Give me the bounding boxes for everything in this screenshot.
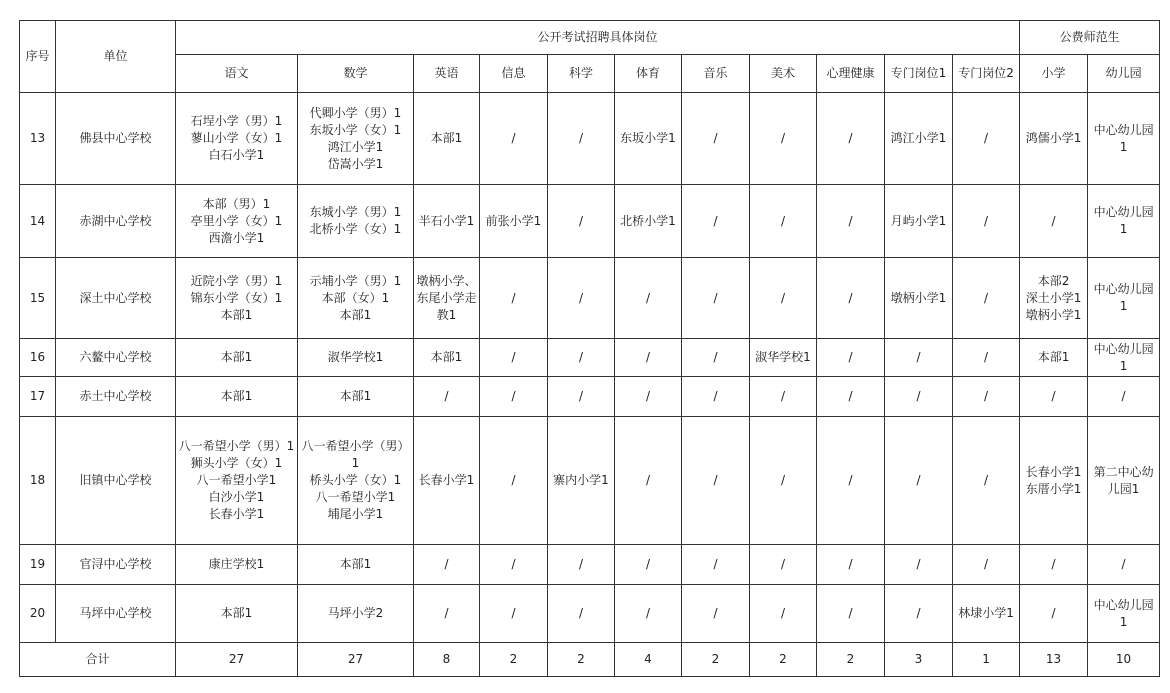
table-cell xyxy=(414,377,480,417)
cell-text: 长春小学1 xyxy=(418,473,475,487)
cell-text: / xyxy=(984,473,989,487)
total-value: 2 xyxy=(750,643,817,677)
cell-text: 埔尾小学1 xyxy=(327,507,384,521)
row-unit: 官浔中心学校 xyxy=(56,545,176,585)
table-cell xyxy=(1088,185,1160,258)
cell-text: / xyxy=(511,389,516,403)
table-cell xyxy=(298,258,414,339)
table-cell xyxy=(480,185,548,258)
cell-text: 本部1 xyxy=(339,307,372,322)
cell-text: / xyxy=(848,131,853,145)
table-cell xyxy=(885,417,953,545)
table-cell xyxy=(615,185,682,258)
row-unit: 佛县中心学校 xyxy=(56,93,176,185)
cell-text: 西澹小学1 xyxy=(208,230,265,245)
table-cell xyxy=(480,93,548,185)
cell-text: 本部1 xyxy=(430,131,463,145)
cell-text: / xyxy=(713,131,718,145)
table-cell xyxy=(750,377,817,417)
cell-text: / xyxy=(916,606,921,620)
cell-text: 本部1 xyxy=(220,389,253,403)
cell-text: 白沙小学1 xyxy=(208,490,265,504)
cell-text: / xyxy=(713,389,718,403)
cell-text: / xyxy=(848,350,853,364)
cell-text: 八一希望小学（男）1 xyxy=(178,439,295,453)
total-value: 3 xyxy=(885,643,953,677)
table-cell xyxy=(817,585,885,643)
cell-text: 东坂小学（女）1 xyxy=(309,122,402,137)
table-cell xyxy=(682,93,750,185)
cell-text: 月屿小学1 xyxy=(890,213,947,228)
cell-text: / xyxy=(444,389,449,403)
cell-text: 本部1 xyxy=(339,557,372,571)
total-value: 1 xyxy=(953,643,1020,677)
total-value: 27 xyxy=(176,643,298,677)
row-number: 19 xyxy=(20,545,56,585)
cell-text: / xyxy=(645,473,651,487)
table-cell xyxy=(750,339,817,377)
table-cell xyxy=(1020,585,1088,643)
cell-text: / xyxy=(984,213,989,228)
table-row xyxy=(20,417,1160,545)
cell-text: 马坪小学2 xyxy=(327,606,384,620)
cell-text: 中心幼儿园1 xyxy=(1093,341,1154,373)
row-number: 20 xyxy=(20,585,56,643)
cell-text: / xyxy=(984,290,989,305)
table-cell xyxy=(1020,258,1088,339)
cell-text: 中心幼儿园1 xyxy=(1093,122,1154,154)
table-cell xyxy=(1088,339,1160,377)
cell-text: / xyxy=(848,389,853,403)
table-cell xyxy=(548,417,615,545)
table-cell xyxy=(682,377,750,417)
cell-text: 北桥小学1 xyxy=(620,213,676,228)
table-cell xyxy=(1088,417,1160,545)
column-header: 专门岗位1 xyxy=(885,55,953,93)
total-value: 8 xyxy=(414,643,480,677)
cell-text: / xyxy=(713,557,718,571)
cell-text: / xyxy=(984,131,989,145)
table-cell xyxy=(885,185,953,258)
cell-text: / xyxy=(916,389,921,403)
row-number: 17 xyxy=(20,377,56,417)
cell-text: 半石小学1 xyxy=(418,213,475,228)
cell-text: / xyxy=(780,213,786,228)
cell-text: / xyxy=(511,606,516,620)
cell-text: 桥头小学（女）1 xyxy=(309,473,402,487)
table-cell xyxy=(480,339,548,377)
column-header: 音乐 xyxy=(682,55,750,93)
cell-text: 前张小学1 xyxy=(485,213,542,228)
table-cell xyxy=(953,585,1020,643)
total-value: 10 xyxy=(1088,643,1160,677)
cell-text: / xyxy=(780,557,786,571)
cell-text: 锦东小学（女）1 xyxy=(190,290,283,305)
column-header: 科学 xyxy=(548,55,615,93)
table-cell xyxy=(885,545,953,585)
table-cell xyxy=(817,185,885,258)
total-value: 4 xyxy=(615,643,682,677)
cell-text: / xyxy=(645,606,651,620)
row-number: 13 xyxy=(20,93,56,185)
table-cell xyxy=(682,258,750,339)
column-header: 美术 xyxy=(750,55,817,93)
table-cell xyxy=(414,258,480,339)
table-cell xyxy=(414,339,480,377)
table-cell xyxy=(1020,339,1088,377)
table-cell xyxy=(817,417,885,545)
table-cell xyxy=(1088,377,1160,417)
table-cell xyxy=(414,93,480,185)
cell-text: / xyxy=(848,213,853,228)
row-unit: 赤湖中心学校 xyxy=(56,185,176,258)
cell-text: 墩柄小学、东尾小学走教1 xyxy=(416,273,477,322)
table-cell xyxy=(298,93,414,185)
cell-text: 本部（男）1 xyxy=(202,196,271,211)
table-cell xyxy=(176,339,298,377)
cell-text: / xyxy=(780,131,786,145)
cell-text: / xyxy=(511,350,516,364)
total-value: 13 xyxy=(1020,643,1088,677)
column-header: 信息 xyxy=(480,55,548,93)
total-value: 2 xyxy=(817,643,885,677)
cell-text: / xyxy=(713,213,718,228)
table-cell xyxy=(750,185,817,258)
cell-text: / xyxy=(578,606,584,620)
cell-text: 示埔小学（男）1 xyxy=(309,273,402,288)
table-cell xyxy=(548,585,615,643)
cell-text: 淑华学校1 xyxy=(755,350,811,364)
table-cell xyxy=(615,258,682,339)
cell-text: / xyxy=(848,557,853,571)
recruitment-table xyxy=(19,20,1160,677)
table-cell xyxy=(682,417,750,545)
cell-text: / xyxy=(578,557,584,571)
table-cell xyxy=(750,258,817,339)
cell-text: 本部2 xyxy=(1037,273,1070,288)
table-cell xyxy=(414,585,480,643)
table-cell xyxy=(176,185,298,258)
cell-text: 八一希望小学1 xyxy=(315,490,396,504)
row-number: 18 xyxy=(20,417,56,545)
cell-text: / xyxy=(444,606,449,620)
cell-text: / xyxy=(984,350,989,364)
cell-text: 东城小学（男）1 xyxy=(309,205,402,219)
cell-text: 长春小学1 xyxy=(208,507,265,521)
cell-text: 蓼山小学（女）1 xyxy=(190,131,283,145)
header-group-normal: 公费师范生 xyxy=(1020,21,1160,55)
cell-text: / xyxy=(984,557,989,571)
table-cell xyxy=(885,377,953,417)
table-cell xyxy=(615,339,682,377)
table-cell xyxy=(298,417,414,545)
column-header: 幼儿园 xyxy=(1088,55,1160,93)
cell-text: / xyxy=(511,557,516,571)
table-cell xyxy=(682,185,750,258)
cell-text: / xyxy=(1051,557,1056,571)
column-header: 数学 xyxy=(298,55,414,93)
row-number: 15 xyxy=(20,258,56,339)
table-cell xyxy=(298,585,414,643)
row-unit: 深土中心学校 xyxy=(56,258,176,339)
table-row xyxy=(20,585,1160,643)
table-cell xyxy=(1020,417,1088,545)
table-cell xyxy=(682,339,750,377)
cell-text: 本部1 xyxy=(1037,350,1070,364)
cell-text: 亭里小学（女）1 xyxy=(190,213,283,228)
row-unit: 六鳌中心学校 xyxy=(56,339,176,377)
table-cell xyxy=(682,585,750,643)
table-cell xyxy=(176,377,298,417)
cell-text: / xyxy=(444,557,449,571)
total-value: 2 xyxy=(548,643,615,677)
table-cell xyxy=(1088,585,1160,643)
cell-text: 岱嵩小学1 xyxy=(327,156,384,171)
table-cell xyxy=(298,185,414,258)
cell-text: 近院小学（男）1 xyxy=(190,273,283,288)
cell-text: / xyxy=(578,350,584,364)
cell-text: 中心幼儿园1 xyxy=(1093,597,1154,629)
table-cell xyxy=(953,258,1020,339)
table-row xyxy=(20,93,1160,185)
cell-text: / xyxy=(916,473,921,487)
table-cell xyxy=(548,93,615,185)
cell-text: 白石小学1 xyxy=(208,148,265,162)
table-row xyxy=(20,185,1160,258)
table-cell xyxy=(176,545,298,585)
cell-text: 本部1 xyxy=(430,350,463,364)
cell-text: 北桥小学（女）1 xyxy=(309,222,402,236)
cell-text: / xyxy=(1121,557,1126,571)
table-cell xyxy=(750,585,817,643)
table-cell xyxy=(817,377,885,417)
cell-text: / xyxy=(780,473,786,487)
table-cell xyxy=(750,93,817,185)
table-cell xyxy=(1020,545,1088,585)
cell-text: / xyxy=(916,350,921,364)
table-cell xyxy=(548,339,615,377)
table-cell xyxy=(615,377,682,417)
cell-text: 代卿小学（男）1 xyxy=(309,105,402,120)
table-cell xyxy=(817,545,885,585)
table-cell xyxy=(298,339,414,377)
cell-text: / xyxy=(713,473,718,487)
table-cell xyxy=(298,545,414,585)
cell-text: 鸿儒小学1 xyxy=(1025,131,1082,145)
cell-text: 本部1 xyxy=(220,307,253,322)
cell-text: / xyxy=(916,557,921,571)
table-row xyxy=(20,339,1160,377)
table-cell xyxy=(548,258,615,339)
table-cell xyxy=(615,545,682,585)
table-cell xyxy=(953,545,1020,585)
table-cell xyxy=(414,417,480,545)
total-row xyxy=(20,643,1160,677)
cell-text: 东坂小学1 xyxy=(620,131,676,145)
table-row xyxy=(20,545,1160,585)
cell-text: 康庄学校1 xyxy=(208,557,265,571)
table-cell xyxy=(480,377,548,417)
cell-text: 狮头小学（女）1 xyxy=(190,456,283,470)
table-cell xyxy=(885,258,953,339)
table-cell xyxy=(480,545,548,585)
table-cell xyxy=(1088,258,1160,339)
table-cell xyxy=(414,185,480,258)
total-value: 2 xyxy=(480,643,548,677)
table-cell xyxy=(615,585,682,643)
row-number: 16 xyxy=(20,339,56,377)
cell-text: / xyxy=(848,473,853,487)
header-seq: 序号 xyxy=(20,21,56,93)
table-cell xyxy=(953,339,1020,377)
cell-text: / xyxy=(1051,606,1056,620)
table-cell xyxy=(480,585,548,643)
total-label: 合计 xyxy=(20,643,176,677)
header-unit: 单位 xyxy=(56,21,176,93)
cell-text: 墩柄小学1 xyxy=(1025,307,1082,322)
cell-text: 淑华学校1 xyxy=(327,350,384,364)
table-cell xyxy=(817,258,885,339)
table-cell xyxy=(953,185,1020,258)
table-cell xyxy=(953,377,1020,417)
row-unit: 马坪中心学校 xyxy=(56,585,176,643)
cell-text: / xyxy=(578,131,584,145)
cell-text: 本部1 xyxy=(220,350,253,364)
cell-text: / xyxy=(645,290,651,305)
table-cell xyxy=(885,585,953,643)
table-cell xyxy=(953,417,1020,545)
table-cell xyxy=(176,93,298,185)
cell-text: / xyxy=(511,290,516,305)
cell-text: 寨内小学1 xyxy=(553,473,609,487)
cell-text: / xyxy=(645,389,651,403)
table-cell xyxy=(885,93,953,185)
cell-text: / xyxy=(780,290,786,305)
row-unit: 旧镇中心学校 xyxy=(56,417,176,545)
cell-text: / xyxy=(713,606,718,620)
cell-text: 鸿江小学1 xyxy=(890,131,947,145)
column-header: 英语 xyxy=(414,55,480,93)
table-row xyxy=(20,258,1160,339)
table-cell xyxy=(682,545,750,585)
header-group-public: 公开考试招聘具体岗位 xyxy=(176,21,1020,55)
cell-text: / xyxy=(511,473,516,487)
cell-text: / xyxy=(578,213,584,228)
table-cell xyxy=(414,545,480,585)
cell-text: / xyxy=(713,290,718,305)
table-cell xyxy=(615,417,682,545)
cell-text: / xyxy=(645,350,651,364)
cell-text: / xyxy=(511,131,516,145)
table-cell xyxy=(176,417,298,545)
row-unit: 赤土中心学校 xyxy=(56,377,176,417)
cell-text: / xyxy=(780,389,786,403)
table-cell xyxy=(953,93,1020,185)
cell-text: / xyxy=(578,389,584,403)
cell-text: / xyxy=(984,389,989,403)
total-value: 2 xyxy=(682,643,750,677)
cell-text: 本部1 xyxy=(339,389,372,403)
table-cell xyxy=(480,258,548,339)
column-header: 心理健康 xyxy=(817,55,885,93)
cell-text: 中心幼儿园1 xyxy=(1093,282,1154,313)
table-cell xyxy=(1020,185,1088,258)
cell-text: 林埭小学1 xyxy=(958,606,1014,620)
cell-text: / xyxy=(1051,213,1056,228)
table-row xyxy=(20,377,1160,417)
cell-text: 东厝小学1 xyxy=(1025,481,1082,496)
cell-text: 本部1 xyxy=(220,606,253,620)
table-cell xyxy=(1020,93,1088,185)
total-value: 27 xyxy=(298,643,414,677)
table-cell xyxy=(885,339,953,377)
table-cell xyxy=(1020,377,1088,417)
cell-text: 中心幼儿园1 xyxy=(1093,205,1154,236)
table-cell xyxy=(1088,545,1160,585)
table-cell xyxy=(750,417,817,545)
row-number: 14 xyxy=(20,185,56,258)
table-cell xyxy=(548,377,615,417)
cell-text: 本部（女）1 xyxy=(321,290,390,305)
cell-text: / xyxy=(848,606,853,620)
cell-text: / xyxy=(1121,389,1126,403)
cell-text: 深土小学1 xyxy=(1025,290,1082,305)
column-header: 体育 xyxy=(615,55,682,93)
cell-text: / xyxy=(780,606,786,620)
column-header: 小学 xyxy=(1020,55,1088,93)
cell-text: / xyxy=(713,350,718,364)
table-cell xyxy=(480,417,548,545)
table-cell xyxy=(176,585,298,643)
table-cell xyxy=(1088,93,1160,185)
cell-text: 石埕小学（男）1 xyxy=(190,114,283,128)
cell-text: / xyxy=(645,557,651,571)
cell-text: / xyxy=(578,290,584,305)
cell-text: 第二中心幼儿园1 xyxy=(1093,464,1154,496)
column-header: 语文 xyxy=(176,55,298,93)
cell-text: 八一希望小学1 xyxy=(196,473,277,487)
cell-text: 长春小学1 xyxy=(1025,464,1082,479)
table-cell xyxy=(817,93,885,185)
cell-text: / xyxy=(1051,389,1056,403)
table-cell xyxy=(176,258,298,339)
cell-text: 墩柄小学1 xyxy=(890,290,947,305)
table-cell xyxy=(615,93,682,185)
column-header: 专门岗位2 xyxy=(953,55,1020,93)
cell-text: 八一希望小学（男）1 xyxy=(301,439,410,470)
table-cell xyxy=(750,545,817,585)
table-cell xyxy=(548,545,615,585)
table-cell xyxy=(817,339,885,377)
table-cell xyxy=(548,185,615,258)
table-cell xyxy=(298,377,414,417)
cell-text: / xyxy=(848,290,853,305)
cell-text: 鸿江小学1 xyxy=(327,139,384,154)
